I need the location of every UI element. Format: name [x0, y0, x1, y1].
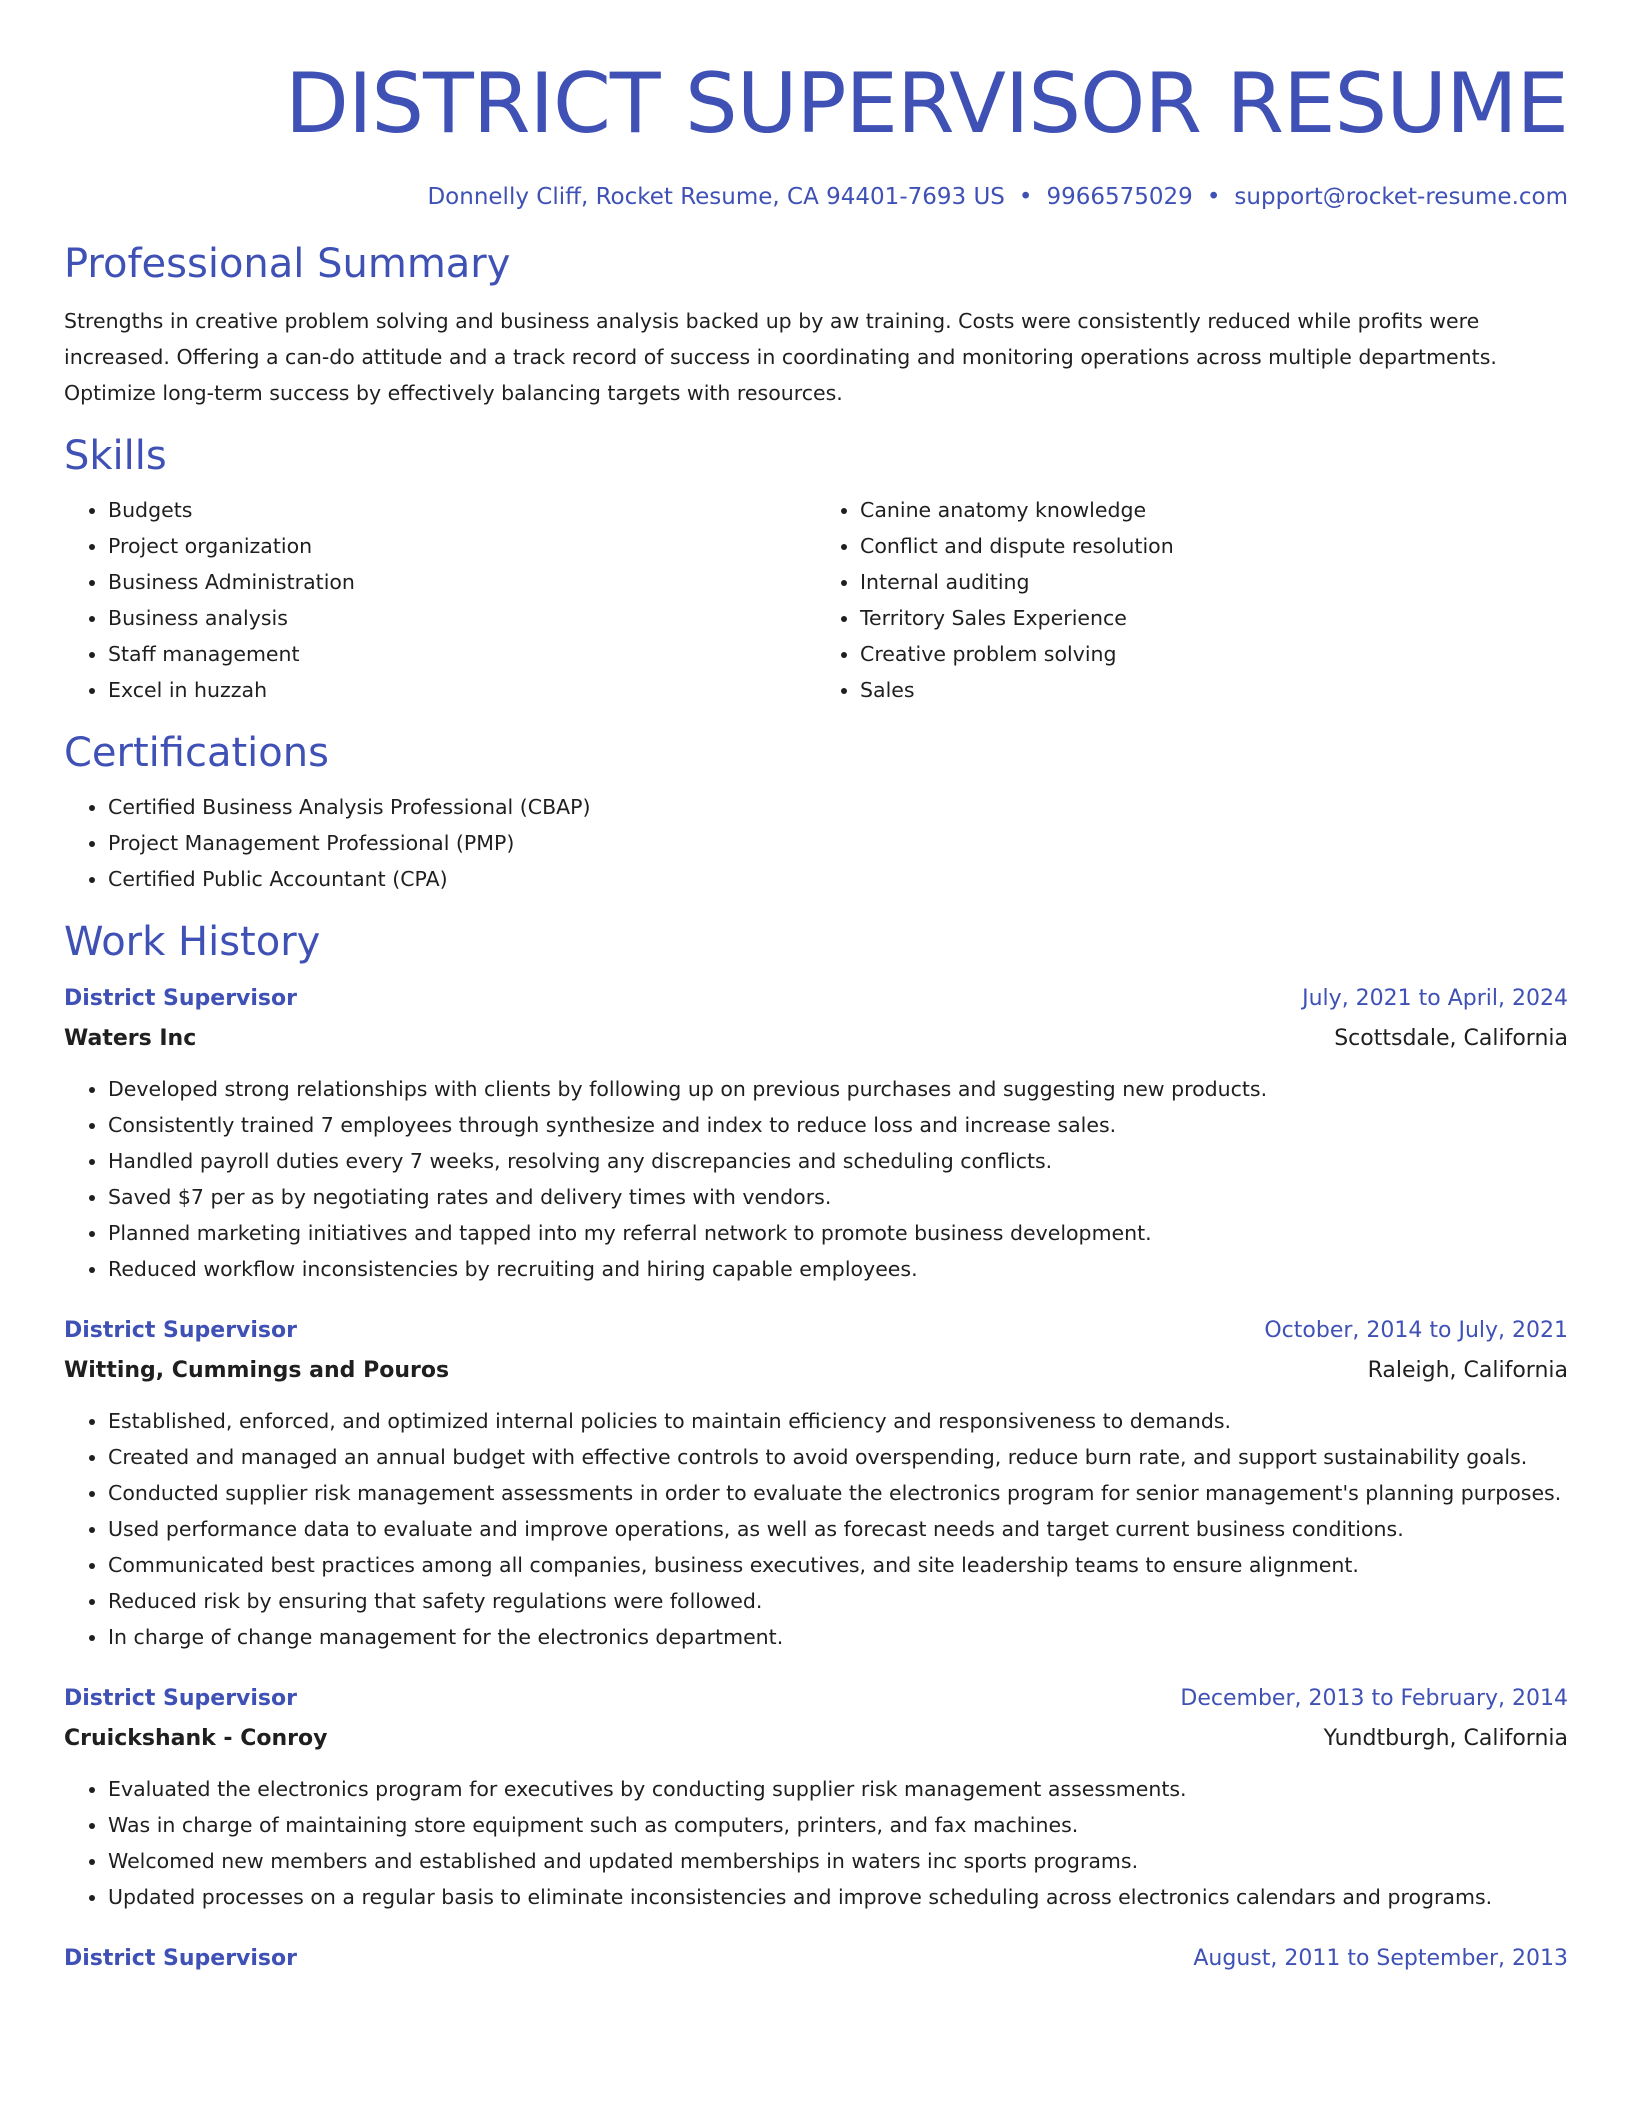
job-title: District Supervisor — [64, 986, 297, 1011]
skill-item: • Territory Sales Experience — [860, 600, 1568, 636]
certifications-heading: Certifications — [64, 730, 329, 776]
skills-column-right — [816, 492, 1568, 708]
contact-separator: • — [1018, 184, 1033, 210]
skill-item: • Sales — [860, 672, 1568, 708]
contact-phone: 9966575029 — [1046, 184, 1193, 210]
job-bullet: • Saved $7 per as by negotiating rates and delivery times with vendors. — [108, 1179, 1568, 1215]
skill-item: • Excel in huzzah — [108, 672, 816, 708]
job-bullet: • Used performance data to evaluate and improve operations, as well as forecast needs and target current business conditions. — [108, 1511, 1568, 1547]
job-header-row — [64, 1939, 1568, 1979]
job-bullet: • Created and managed an annual budget with effective controls to avoid overspending, reduce burn rate, and support sustainability goals. — [108, 1439, 1568, 1475]
job-bullet: • Updated processes on a regular basis to eliminate inconsistencies and improve scheduling across electronics calendars and programs. — [108, 1879, 1568, 1915]
job-bullet: • Evaluated the electronics program for executives by conducting supplier risk management assessments. — [108, 1771, 1568, 1807]
job-bullet: • In charge of change management for the electronics department. — [108, 1619, 1568, 1655]
job-header-row — [64, 979, 1568, 1019]
job-company: Witting, Cummings and Pouros — [64, 1358, 450, 1383]
job-company: Cruickshank - Conroy — [64, 1726, 328, 1751]
skills-column-left — [64, 492, 816, 708]
job-bullet: • Reduced workflow inconsistencies by recruiting and hiring capable employees. — [108, 1251, 1568, 1287]
job-dates: August, 2011 to September, 2013 — [1193, 1946, 1568, 1971]
job-bullet: • Planned marketing initiatives and tapped into my referral network to promote business development. — [108, 1215, 1568, 1251]
skills-list — [64, 492, 1568, 708]
skill-item: • Business Administration — [108, 564, 816, 600]
certification-item: • Certified Public Accountant (CPA) — [108, 861, 1568, 897]
skill-item: • Canine anatomy knowledge — [860, 492, 1568, 528]
job-entry — [64, 979, 1568, 1287]
job-location: Raleigh, California — [1367, 1358, 1568, 1383]
contact-address: Donnelly Cliff, Rocket Resume, CA 94401-7693 US — [427, 184, 1005, 210]
job-company: Waters Inc — [64, 1026, 197, 1051]
job-title: District Supervisor — [64, 1318, 297, 1343]
resume-page — [64, 0, 1568, 1979]
skill-item: • Business analysis — [108, 600, 816, 636]
job-bullet: • Communicated best practices among all companies, business executives, and site leadership teams to ensure alignment. — [108, 1547, 1568, 1583]
certifications-list — [64, 789, 1568, 897]
job-header-row — [64, 1311, 1568, 1351]
certification-item: • Certified Business Analysis Professional (CBAP) — [108, 789, 1568, 825]
skills-heading: Skills — [64, 433, 167, 479]
job-entry — [64, 1311, 1568, 1655]
job-bullets — [64, 1403, 1568, 1655]
skill-item: • Staff management — [108, 636, 816, 672]
job-title: District Supervisor — [64, 1946, 297, 1971]
job-title: District Supervisor — [64, 1686, 297, 1711]
job-bullet: • Conducted supplier risk management assessments in order to evaluate the electronics program for senior management's planning purposes. — [108, 1475, 1568, 1511]
job-dates: December, 2013 to February, 2014 — [1180, 1686, 1568, 1711]
job-entry — [64, 1939, 1568, 1979]
job-bullets — [64, 1771, 1568, 1915]
job-bullet: • Was in charge of maintaining store equipment such as computers, printers, and fax machines. — [108, 1807, 1568, 1843]
contact-email: support@rocket-resume.com — [1234, 184, 1568, 210]
skill-item: • Internal auditing — [860, 564, 1568, 600]
summary-text: Strengths in creative problem solving and business analysis backed up by aw training. Costs were consistently reduced while profits were increased. Offering a can-do attitude and a track record of success in coordinating and monitoring operations across multiple departments. Optimize long-term success by effectively balancing targets with resources. — [64, 309, 1497, 405]
skill-item: • Project organization — [108, 528, 816, 564]
skill-item: • Budgets — [108, 492, 816, 528]
job-company-row — [64, 1019, 1568, 1059]
job-dates: July, 2021 to April, 2024 — [1302, 986, 1568, 1011]
job-header-row — [64, 1679, 1568, 1719]
job-bullet: • Established, enforced, and optimized internal policies to maintain efficiency and responsiveness to demands. — [108, 1403, 1568, 1439]
job-location: Yundtburgh, California — [1323, 1726, 1568, 1751]
skill-item: • Conflict and dispute resolution — [860, 528, 1568, 564]
job-bullet: • Reduced risk by ensuring that safety regulations were followed. — [108, 1583, 1568, 1619]
resume-title: DISTRICT SUPERVISOR RESUME — [285, 55, 1568, 152]
job-entry — [64, 1679, 1568, 1915]
work-history-heading: Work History — [64, 919, 321, 965]
job-dates: October, 2014 to July, 2021 — [1264, 1318, 1568, 1343]
job-location: Scottsdale, California — [1334, 1026, 1568, 1051]
job-bullet: • Developed strong relationships with clients by following up on previous purchases and suggesting new products. — [108, 1071, 1568, 1107]
job-company-row — [64, 1719, 1568, 1759]
job-bullet: • Welcomed new members and established and updated memberships in waters inc sports programs. — [108, 1843, 1568, 1879]
summary-heading: Professional Summary — [64, 241, 511, 287]
certification-item: • Project Management Professional (PMP) — [108, 825, 1568, 861]
job-company-row — [64, 1351, 1568, 1391]
job-bullet: • Consistently trained 7 employees through synthesize and index to reduce loss and increase sales. — [108, 1107, 1568, 1143]
contact-separator: • — [1206, 184, 1221, 210]
contact-line — [64, 182, 1568, 212]
skill-item: • Creative problem solving — [860, 636, 1568, 672]
job-bullet: • Handled payroll duties every 7 weeks, resolving any discrepancies and scheduling conflicts. — [108, 1143, 1568, 1179]
job-bullets — [64, 1071, 1568, 1287]
